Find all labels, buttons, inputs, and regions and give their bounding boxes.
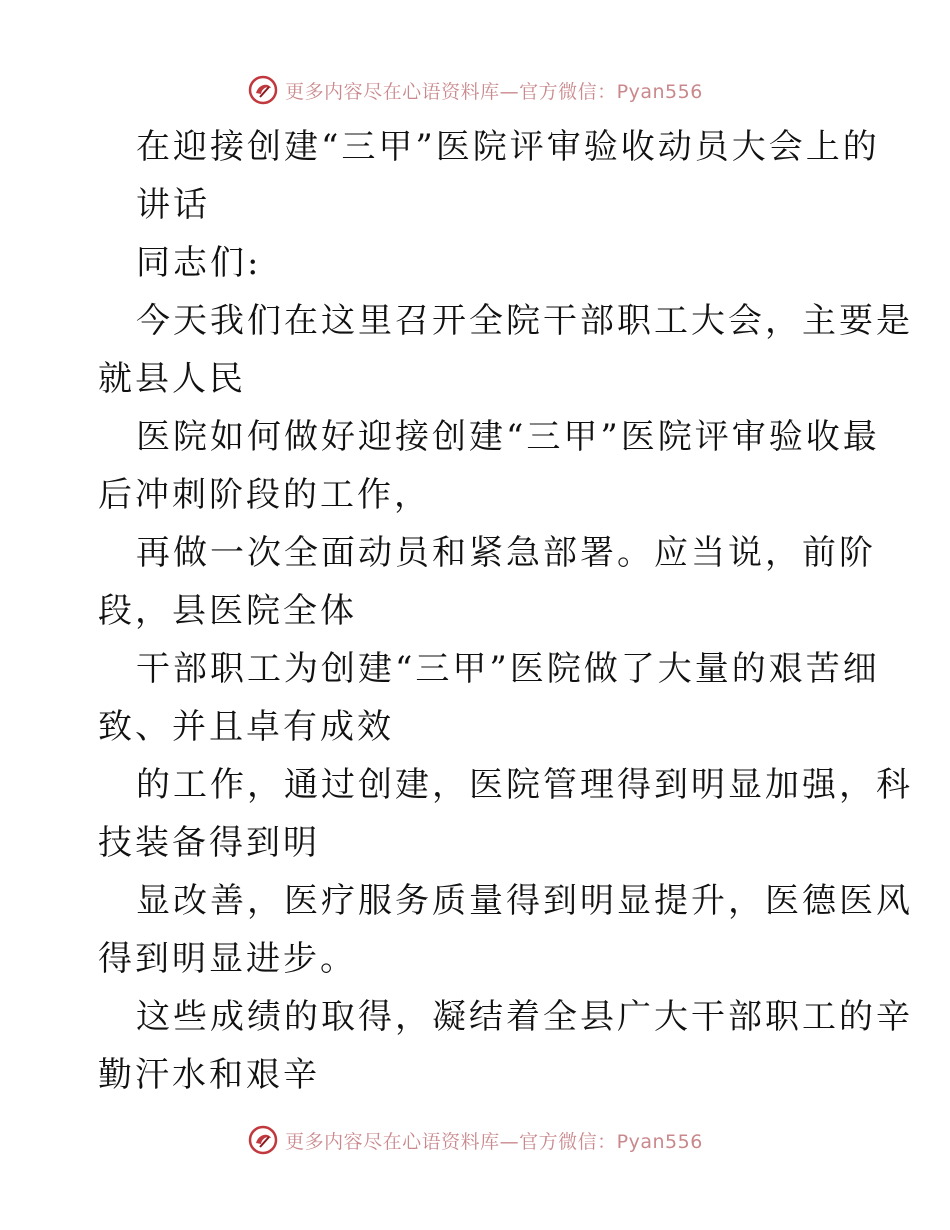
text-line: 段，县医院全体 xyxy=(98,591,357,631)
text-line: 干部职工为创建“三甲”医院做了大量的艰苦细 xyxy=(136,649,880,689)
header-watermark-banner xyxy=(0,70,950,110)
text-line: 这些成绩的取得，凝结着全县广大干部职工的辛 xyxy=(136,997,913,1037)
text-line: 同志们: xyxy=(136,243,262,283)
text-line: 后冲刺阶段的工作， xyxy=(98,475,431,515)
text-line: 医院如何做好迎接创建“三甲”医院评审验收最 xyxy=(136,417,880,457)
text-line: 今天我们在这里召开全院干部职工大会，主要是 xyxy=(136,301,913,341)
red-swirl-logo-icon xyxy=(247,1124,279,1156)
text-line: 得到明显进步。 xyxy=(98,939,357,979)
text-line: 再做一次全面动员和紧急部署。应当说，前阶 xyxy=(136,533,876,573)
text-line: 讲话 xyxy=(136,185,210,225)
text-line: 技装备得到明 xyxy=(98,823,320,863)
text-line: 勤汗水和艰辛 xyxy=(98,1055,320,1095)
footer-watermark-text: 更多内容尽在心语资料库—官方微信：Pyan556 xyxy=(285,1130,703,1153)
text-line: 就县人民 xyxy=(98,359,246,399)
header-watermark-text: 更多内容尽在心语资料库—官方微信：Pyan556 xyxy=(285,80,703,103)
text-line: 显改善，医疗服务质量得到明显提升，医德医风 xyxy=(136,881,913,921)
text-line: 致、并且卓有成效 xyxy=(98,707,394,747)
footer-watermark-banner xyxy=(0,1120,950,1160)
text-line: 在迎接创建“三甲”医院评审验收动员大会上的 xyxy=(136,127,880,167)
red-swirl-logo-icon xyxy=(247,74,279,106)
text-line: 的工作，通过创建，医院管理得到明显加强，科 xyxy=(136,765,913,805)
